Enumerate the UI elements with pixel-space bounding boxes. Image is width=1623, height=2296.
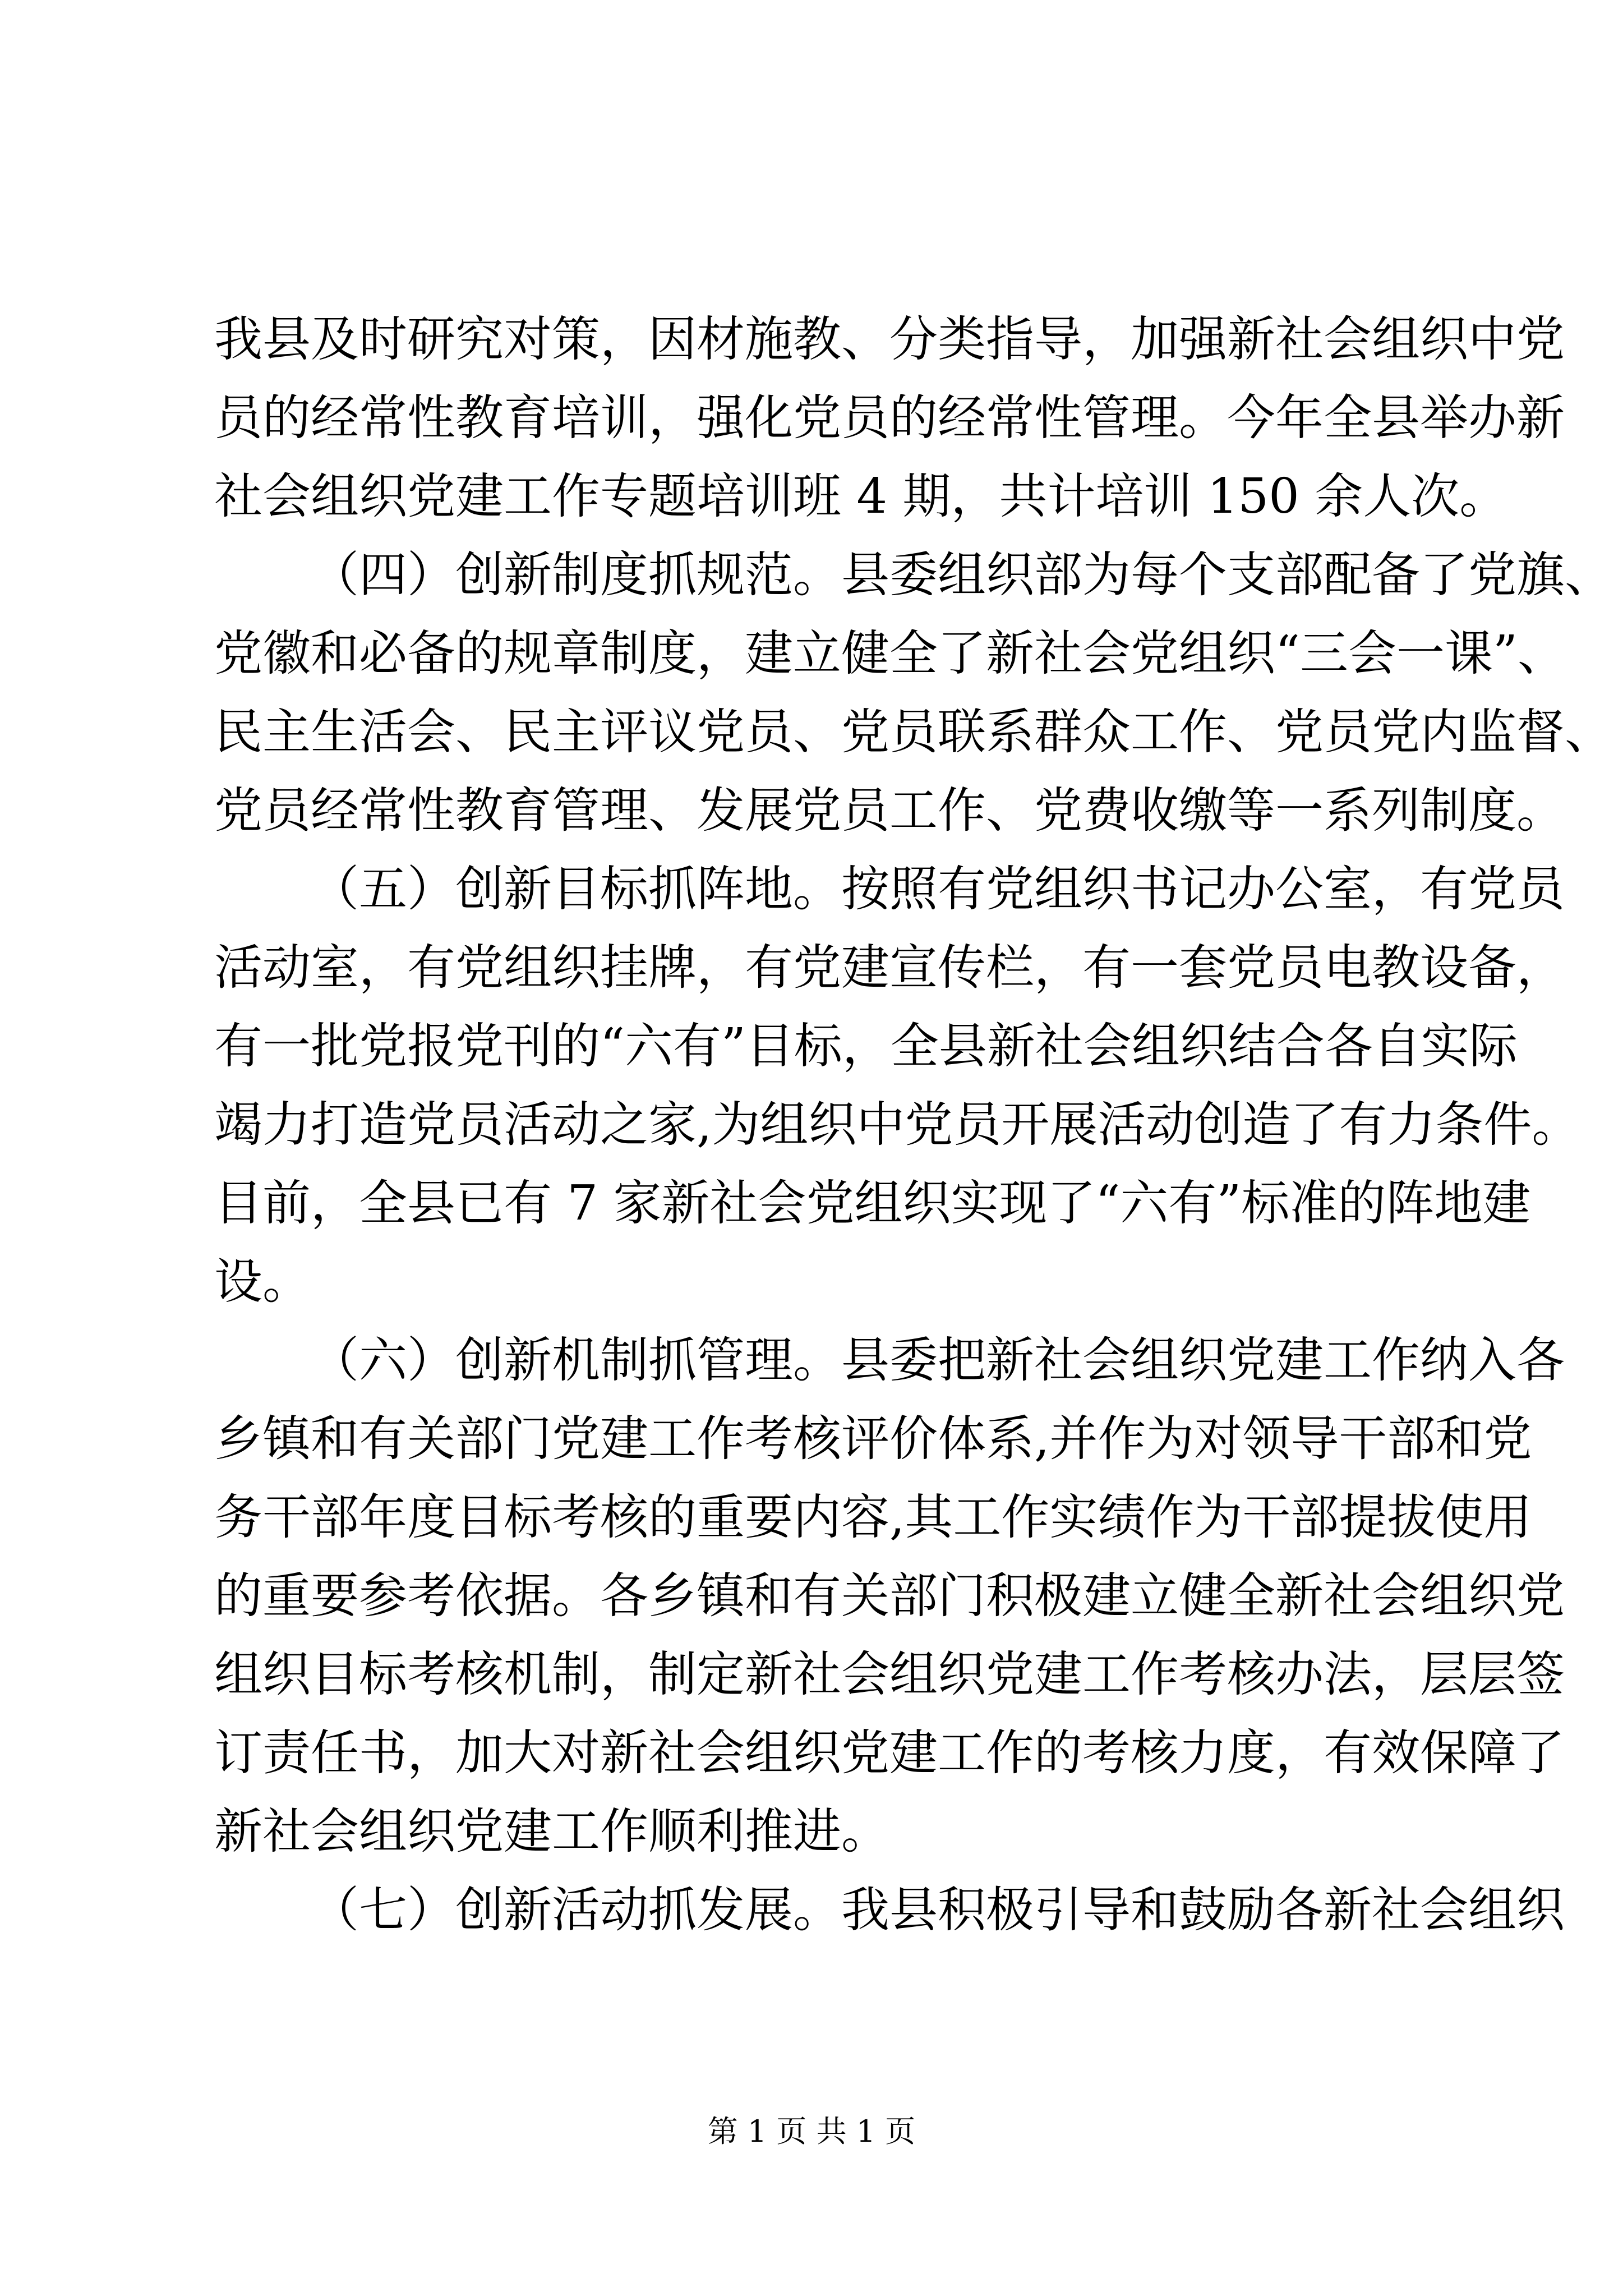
page-footer: 第 1 页 共 1 页: [707, 2114, 916, 2149]
text-line: 党徽和必备的规章制度，建立健全了新社会党组织“三会一课”、: [214, 625, 1566, 682]
text-line: 有一批党报党刊的“六有”目标，全县新社会组织结合各自实际: [214, 1018, 1518, 1074]
text-line: 员的经常性教育培训，强化党员的经常性管理。今年全县举办新: [214, 390, 1565, 446]
text-line: 党员经常性教育管理、发展党员工作、党费收缴等一系列制度。: [214, 783, 1565, 839]
text-line: （六）创新机制抓管理。县委把新社会组织党建工作纳入各: [311, 1332, 1565, 1388]
text-line: 我县及时研究对策，因材施教、分类指导，加强新社会组织中党: [214, 311, 1565, 367]
text-line: 活动室，有党组织挂牌，有党建宣传栏，有一套党员电教设备，: [214, 940, 1565, 996]
text-line: 组织目标考核机制，制定新社会组织党建工作考核办法，层层签: [214, 1646, 1565, 1703]
text-line: 的重要参考依据。各乡镇和有关部门积极建立健全新社会组织党: [214, 1568, 1565, 1624]
text-line: （四）创新制度抓规范。县委组织部为每个支部配备了党旗、: [311, 547, 1613, 603]
text-line: 务干部年度目标考核的重要内容,其工作实绩作为干部提拔使用: [214, 1489, 1532, 1545]
text-line: 新社会组织党建工作顺利推进。: [214, 1803, 889, 1860]
text-line: （五）创新目标抓阵地。按照有党组织书记办公室，有党员: [311, 861, 1565, 917]
text-line: 设。: [214, 1254, 311, 1310]
text-line: 竭力打造党员活动之家,为组织中党员开展活动创造了有力条件。: [214, 1097, 1580, 1153]
text-line: （七）创新活动抓发展。我县积极引导和鼓励各新社会组织: [311, 1882, 1565, 1938]
text-line: 订责任书，加大对新社会组织党建工作的考核力度，有效保障了: [214, 1725, 1565, 1781]
document-body: [214, 300, 1613, 1949]
text-line: 民主生活会、民主评议党员、党员联系群众工作、党员党内监督、: [214, 704, 1613, 760]
text-line: 社会组织党建工作专题培训班 4 期，共计培训 150 余人次。: [214, 468, 1508, 524]
text-line: 目前，全县已有 7 家新社会党组织实现了“六有”标准的阵地建: [214, 1175, 1531, 1231]
text-line: 乡镇和有关部门党建工作考核评价体系,并作为对领导干部和党: [214, 1411, 1532, 1467]
